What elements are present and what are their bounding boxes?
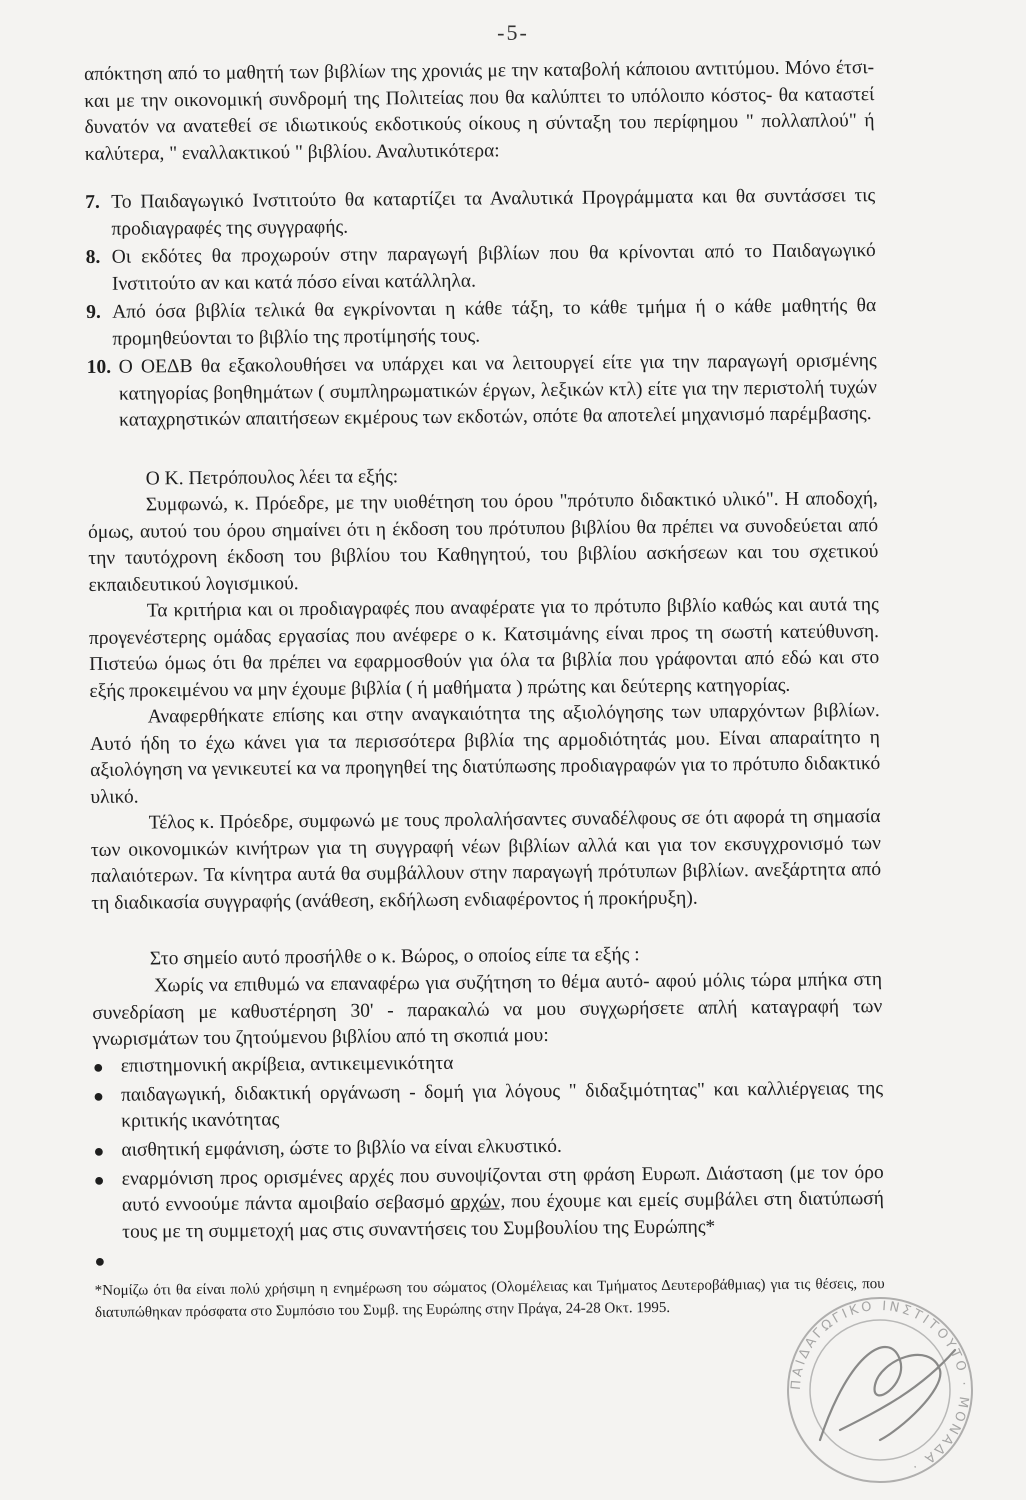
- petropoulos-heading: Ο Κ. Πετρόπουλος λέει τα εξής:: [145, 465, 399, 490]
- numbered-item-9: [86, 293, 876, 353]
- voros-section: [92, 941, 885, 1276]
- page-number: -5-: [497, 20, 529, 45]
- petropoulos-paragraph-3: Αναφερθήκατε επίσης και στην αναγκαιότητα της αξιολόγησης των υπαρχόντων βιβλίων. Αυτό ήδη το έχω κάνει για τα περισσότερα βιβλία της αρμοδιότητάς μου. Είναι απαραίτητο η αξιολόγηση να γενικευτεί κα να προηγηθεί της διατύπωσης προδιαγραφών για το πρότυπο διδακτικό υλικό.: [89, 700, 881, 808]
- item-text: Ο ΟΕΔΒ θα εξακολουθήσει να υπάρχει και να λειτουργεί είτε για την παραγωγή ορισμένης κατηγορίας βοηθημάτων ( συμπληρωματικών έργων, λεξικών κτλ) είτε για την περιστολή τυχών καταχρηστικών απαιτήσεων εκμέρους των εκδοτών, οπότε θα αποτελεί μηχανισμό παρέμβασης.: [118, 350, 877, 431]
- intro-paragraph: απόκτηση από το μαθητή των βιβλίων της χρονιάς με την καταβολή κάποιου αντιτύμου. Μόνο έτσι- και με την οικονομική συνδρομή της Πολιτείας που θα καλύπτει το υπόλοιπο κόστος- θα καταστεί δυνατόν να ανατεθεί σε ιδιωτικούς εκδοτικούς οίκους η σύνταξη του περίφημου " πολλαπλού" ή καλύτερα, " εναλλακτικού " βιβλίου. Αναλυτικότερα:: [84, 57, 875, 165]
- bullet-item: [93, 1131, 883, 1165]
- item-number: 8.: [85, 246, 101, 269]
- numbered-list: [85, 183, 877, 435]
- numbered-item-7: [85, 183, 875, 243]
- bullet-text-part: που έχουμε και εμείς συμβάλει στη διατύπωσή τους με τη συμμετοχή μας στις συναντήσεις του Συμβουλίου της Ευρώπης*: [122, 1188, 885, 1243]
- bullet-icon: ●: [93, 1169, 105, 1190]
- voros-paragraph-1: Χωρίς να επιθυμώ να επαναφέρω για συζήτηση το θέμα αυτό- αφού μόλις τώρα μπήκα στη συνεδρίαση με καθυστέρηση 30' - παρακαλώ να μου συγχωρήσετε απλή καταγραφή των γνωρισμάτων του ζητούμενου βιβλίου από τη σκοπιά μου:: [92, 969, 883, 1050]
- bullet-text: παιδαγωγική, διδακτική οργάνωση - δομή για λόγους " διδαξιμότητας" και καλλιέργειας της κριτικής ικανότητας: [120, 1077, 884, 1132]
- bullet-text: αισθητική εμφάνιση, ώστε το βιβλίο να είναι ελκυστικό.: [121, 1135, 562, 1161]
- footnote: *Νομίζω ότι θα είναι πολύ χρήσιμη η ενημέρωση του σώματος (Ολομέλειας και Τμήματος Δευτεροβάθμιας) για τις θέσεις, που διατυπώθηκαν πρόσφατα στο Συμπόσιο του Συμβ. της Ευρώπης στην Πράγα, 24-28 Οκτ. 1995.: [94, 1276, 885, 1321]
- numbered-item-10: [87, 348, 878, 434]
- bullet-icon: ●: [92, 1085, 104, 1106]
- petropoulos-paragraph-4: Τέλος κ. Πρόεδρε, συμφωνώ με τους προλαλήσαντες συναδέλφους σε ότι αφορά τη σημασία των οικονομικών κινήτρων για τη συγγραφή νέων βιβλίων αλλά και για τον εκσυγχρονισμό των παλαιότερων. Τα κίνητρα αυτά θα συμβάλλουν στην παραγωγή πρότυπων βιβλίων. ανεξάρτητα από τη διαδικασία συγγραφής (ανάθεση, εκδήλωση ενδιαφέροντος ή προκήρυξη).: [90, 806, 882, 914]
- bullet-item: [93, 1076, 883, 1136]
- item-text: Το Παιδαγωγικό Ινστιτούτο θα καταρτίζει τα Αναλυτικά Προγράμματα και θα συντάσσει τις προδιαγραφές της συγγραφής.: [111, 185, 876, 240]
- empty-bullet-item: [94, 1241, 884, 1275]
- bullet-text-part: εναρμόνιση προς ορισμένες αρχές που συνοψίζονται στη φράση Ευρωπ. Διάσταση (με τον όρο αυτό εννοούμε πάντα αμοιβαίο σεβασμό: [121, 1161, 884, 1216]
- numbered-item-8: [86, 238, 876, 298]
- voros-bullet-list: [93, 1047, 885, 1275]
- item-number: 10.: [86, 356, 112, 379]
- item-number: 7.: [85, 191, 100, 214]
- petropoulos-paragraph-1: Συμφωνώ, κ. Πρόεδρε, με την υιοθέτηση του όρου "πρότυπο διδακτικό υλικό". Η αποδοχή, όμως, αυτού του όρου σημαίνει ότι η έκδοση του πρότυπου βιβλίου θα πρέπει να συνοδεύεται από την ταυτόχρονη έκδοση του βιβλίου του Καθηγητού, του βιβλίου ασκήσεων και του σχετικού εκπαιδευτικού λογισμικού.: [88, 488, 879, 596]
- bullet-icon: ●: [93, 1140, 105, 1161]
- petropoulos-paragraph-2: Τα κριτήρια και οι προδιαγραφές που αναφέρατε για το πρότυπο βιβλίο καθώς και αυτά της προγενέστερης ομάδας εργασίας που ανέφερε ο κ. Κατσιμάνης είναι προς τη σωστή κατεύθυνση. Πιστεύω όμως ότι θα πρέπει να εφαρμοσθούν για όλα τα βιβλία που γράφονται από εδώ και στο εξής προκειμένου να μην έχουμε βιβλία ( ή μαθήματα ) πρώτης και δεύτερης κατηγορίας.: [88, 594, 880, 702]
- bullet-text: [122, 1160, 885, 1246]
- voros-heading: Στο σημείο αυτό προσήλθε ο κ. Βώρος, ο οποίος είπε τα εξής :: [149, 944, 640, 970]
- page-content: [84, 55, 885, 1339]
- petropoulos-section: [88, 460, 882, 918]
- bullet-icon: ●: [92, 1056, 104, 1077]
- bullet-item: [93, 1047, 883, 1081]
- item-number: 9.: [86, 301, 101, 324]
- bullet-text: επιστημονική ακρίβεια, αντικειμενικότητα: [120, 1052, 454, 1077]
- official-stamp-with-signature: [780, 1290, 980, 1490]
- bullet-icon: ●: [94, 1250, 106, 1272]
- item-text: Οι εκδότες θα προχωρούν στην παραγωγή βιβλίων που θα κρίνονται από το Παιδαγωγικό Ινστιτούτο αν και κατά πόσο είναι κατάλληλα.: [111, 240, 876, 295]
- bullet-item: [94, 1160, 885, 1246]
- underlined-word: αρχών,: [450, 1191, 506, 1213]
- svg-text:ΠΑΙΔΑΓΩΓΙΚΟ ΙΝΣΤΙΤΟΥΤΟ · ΜΟΝΑΔ: ΠΑΙΔΑΓΩΓΙΚΟ ΙΝΣΤΙΤΟΥΤΟ · ΜΟΝΑΔΑ ·: [788, 1298, 972, 1475]
- item-text: Από όσα βιβλία τελικά θα εγκρίνονται η κάθε τάξη, το κάθε τμήμα ή ο κάθε μαθητής θα προμηθεύονται το βιβλίο της προτίμησής τους.: [112, 295, 877, 350]
